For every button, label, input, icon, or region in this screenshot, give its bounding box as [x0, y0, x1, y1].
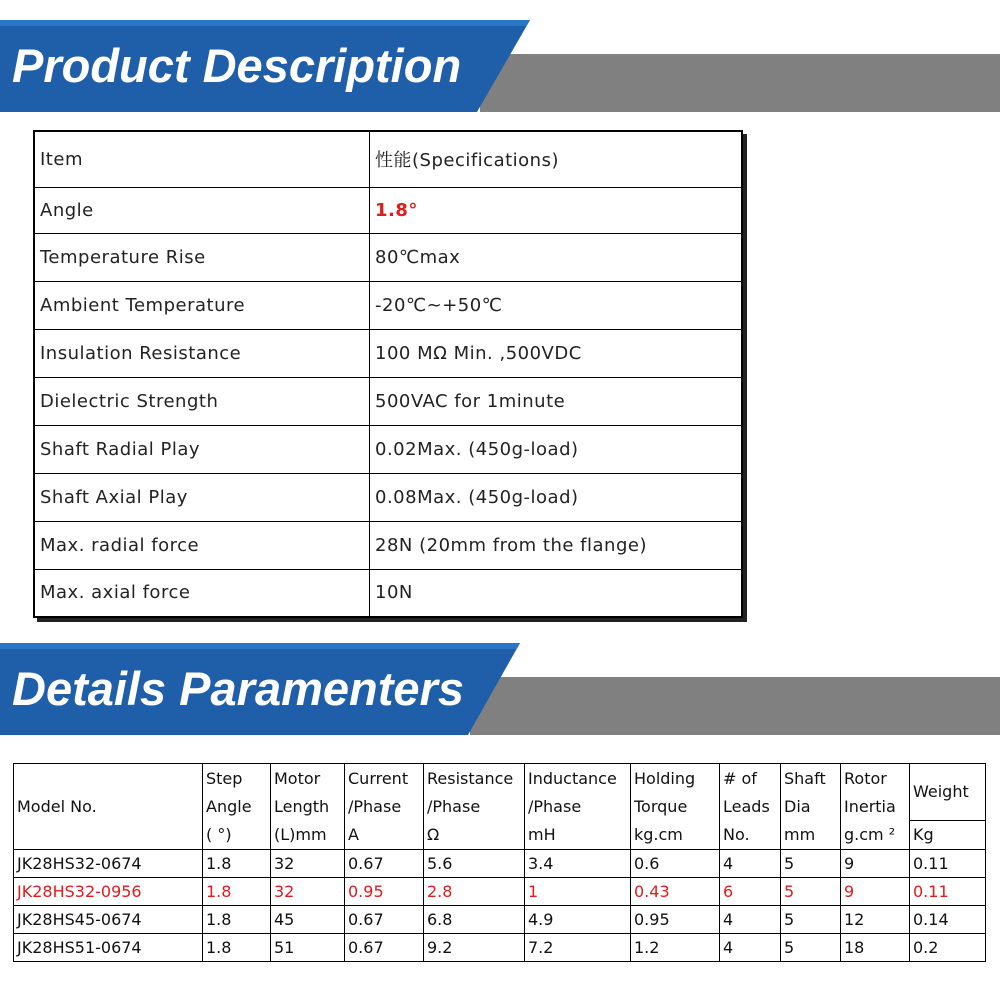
- unit-cell: kg.cm: [631, 820, 720, 849]
- spec-value-cell: 100 MΩ Min. ,500VDC: [370, 329, 743, 377]
- unit-cell: Ω: [424, 820, 525, 849]
- value-cell: 4: [720, 905, 781, 933]
- value-cell: 5.6: [424, 849, 525, 877]
- unit-cell: No.: [720, 820, 781, 849]
- value-cell: 18: [841, 933, 910, 961]
- value-cell: 9.2: [424, 933, 525, 961]
- header-cell: Inertia: [841, 792, 910, 820]
- spec-row: [34, 569, 742, 617]
- banner-gray-stripe: [470, 677, 1000, 735]
- value-cell: 5: [781, 877, 841, 905]
- value-cell: 51: [271, 933, 345, 961]
- spec-row: [34, 377, 742, 425]
- value-cell: 4.9: [525, 905, 631, 933]
- header-cell: Current: [345, 764, 424, 793]
- header-cell: Angle: [203, 792, 271, 820]
- spec-row: [34, 473, 742, 521]
- unit-cell: mm: [781, 820, 841, 849]
- value-cell: 5: [781, 933, 841, 961]
- spec-value-cell: 0.08Max. (450g-load): [370, 473, 743, 521]
- header-cell: Shaft: [781, 764, 841, 793]
- unit-cell: mH: [525, 820, 631, 849]
- value-cell: 1.8: [203, 877, 271, 905]
- details-parameters-table: [13, 763, 986, 962]
- value-cell: 1.8: [203, 905, 271, 933]
- spec-row: [34, 187, 742, 233]
- header-cell: Rotor: [841, 764, 910, 793]
- specifications-table: [33, 130, 743, 618]
- value-cell: 0.6: [631, 849, 720, 877]
- header-cell: Holding: [631, 764, 720, 793]
- spec-row: [34, 425, 742, 473]
- value-cell: 0.95: [345, 877, 424, 905]
- header-cell: Motor: [271, 764, 345, 793]
- spec-row: [34, 233, 742, 281]
- spec-item-cell: Insulation Resistance: [34, 329, 370, 377]
- value-cell: 12: [841, 905, 910, 933]
- value-cell: 32: [271, 849, 345, 877]
- value-cell: 0.43: [631, 877, 720, 905]
- unit-cell: Kg: [910, 820, 986, 849]
- value-cell: 0.67: [345, 849, 424, 877]
- spec-value-cell: 28N (20mm from the flange): [370, 521, 743, 569]
- value-cell: 45: [271, 905, 345, 933]
- header-cell: Length: [271, 792, 345, 820]
- spec-row: [34, 329, 742, 377]
- spec-item-cell: Angle: [34, 187, 370, 233]
- value-cell: 0.14: [910, 905, 986, 933]
- value-cell: 0.67: [345, 933, 424, 961]
- header-cell: Dia: [781, 792, 841, 820]
- value-cell: 6: [720, 877, 781, 905]
- spec-item-cell: Temperature Rise: [34, 233, 370, 281]
- value-cell: 9: [841, 877, 910, 905]
- spec-item-cell: Shaft Radial Play: [34, 425, 370, 473]
- value-cell: 1.2: [631, 933, 720, 961]
- header-row-1: [14, 764, 986, 793]
- unit-cell: (L)mm: [271, 820, 345, 849]
- details-parameters-banner: [0, 643, 1000, 735]
- header-cell: Leads: [720, 792, 781, 820]
- spec-item-cell: Shaft Axial Play: [34, 473, 370, 521]
- unit-cell: A: [345, 820, 424, 849]
- model-header-cell: Model No.: [14, 764, 203, 850]
- value-cell: 0.95: [631, 905, 720, 933]
- spec-item-cell: Dielectric Strength: [34, 377, 370, 425]
- value-cell: 3.4: [525, 849, 631, 877]
- spec-row: [34, 521, 742, 569]
- header-cell: # of: [720, 764, 781, 793]
- value-cell: 4: [720, 933, 781, 961]
- value-cell: 5: [781, 849, 841, 877]
- banner-gray-stripe: [480, 54, 1000, 112]
- header-cell: Step: [203, 764, 271, 793]
- model-number-cell: JK28HS32-0956: [14, 877, 203, 905]
- product-description-banner: [0, 20, 1000, 112]
- spec-row: [34, 131, 742, 187]
- table-row: [14, 933, 986, 961]
- value-cell: 1: [525, 877, 631, 905]
- value-cell: 7.2: [525, 933, 631, 961]
- spec-value-cell: 500VAC for 1minute: [370, 377, 743, 425]
- spec-item-cell: Max. radial force: [34, 521, 370, 569]
- header-cell: Torque: [631, 792, 720, 820]
- spec-value-cell: 80℃max: [370, 233, 743, 281]
- header-cell: /Phase: [424, 792, 525, 820]
- header-cell: Resistance: [424, 764, 525, 793]
- table-row: [14, 905, 986, 933]
- value-cell: 0.11: [910, 849, 986, 877]
- value-cell: 1.8: [203, 849, 271, 877]
- value-cell: 32: [271, 877, 345, 905]
- spec-value-cell: 性能(Specifications): [370, 131, 743, 187]
- header-cell: /Phase: [345, 792, 424, 820]
- header-cell: Inductance: [525, 764, 631, 793]
- value-cell: 2.8: [424, 877, 525, 905]
- model-number-cell: JK28HS51-0674: [14, 933, 203, 961]
- spec-row: [34, 281, 742, 329]
- model-number-cell: JK28HS45-0674: [14, 905, 203, 933]
- banner-title: Details Paramenters: [12, 662, 464, 715]
- banner-title: Product Description: [12, 39, 462, 92]
- spec-value-cell: 10N: [370, 569, 743, 617]
- spec-value-cell: 0.02Max. (450g-load): [370, 425, 743, 473]
- spec-item-cell: Max. axial force: [34, 569, 370, 617]
- value-cell: 0.67: [345, 905, 424, 933]
- value-cell: 1.8: [203, 933, 271, 961]
- value-cell: 0.11: [910, 877, 986, 905]
- spec-item-cell: Item: [34, 131, 370, 187]
- value-cell: 0.2: [910, 933, 986, 961]
- spec-item-cell: Ambient Temperature: [34, 281, 370, 329]
- header-cell: /Phase: [525, 792, 631, 820]
- model-number-cell: JK28HS32-0674: [14, 849, 203, 877]
- value-cell: 5: [781, 905, 841, 933]
- value-cell: 9: [841, 849, 910, 877]
- table-row: [14, 877, 986, 905]
- weight-header-cell: Weight: [910, 764, 986, 821]
- spec-value-cell: 1.8°: [370, 187, 743, 233]
- value-cell: 6.8: [424, 905, 525, 933]
- table-row: [14, 849, 986, 877]
- unit-cell: g.cm ²: [841, 820, 910, 849]
- unit-cell: ( °): [203, 820, 271, 849]
- spec-value-cell: -20℃~+50℃: [370, 281, 743, 329]
- value-cell: 4: [720, 849, 781, 877]
